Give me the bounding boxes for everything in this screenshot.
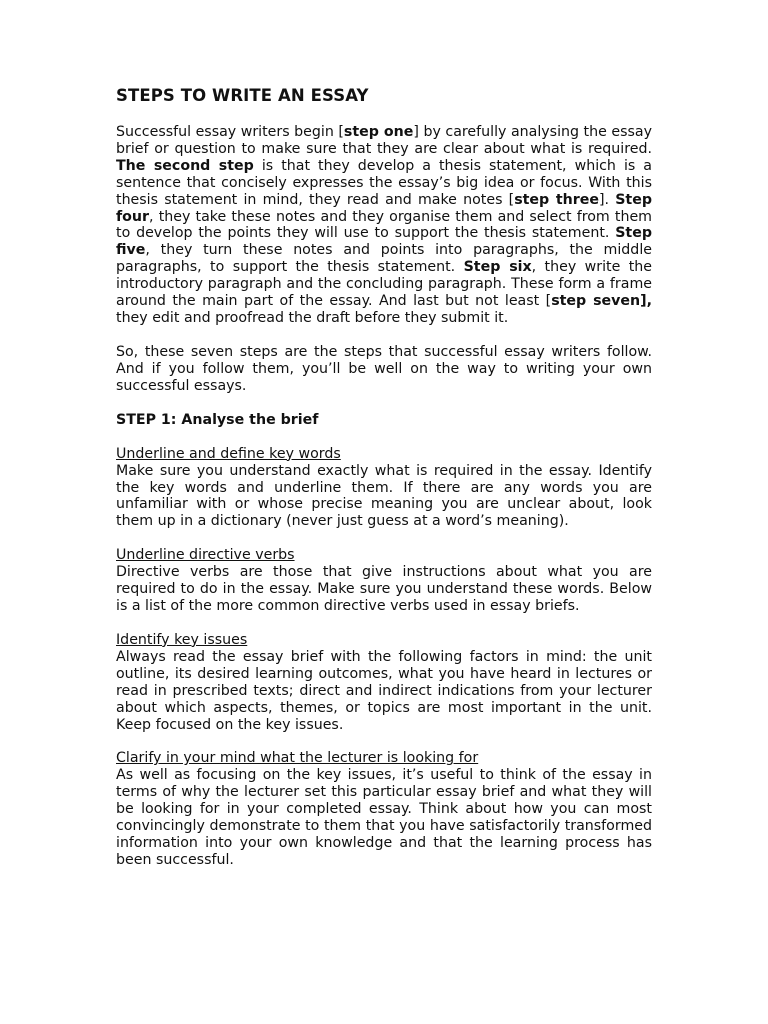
section-heading: Underline directive verbs: [116, 547, 295, 564]
intro-run: , they write the introductory paragraph and the concluding paragraph. These form a frame around the main part of the essay. And last but not least [: [116, 259, 652, 310]
intro-run: they edit and proofread the draft before they submit it.: [116, 309, 509, 326]
section-heading: Clarify in your mind what the lecturer is looking for: [116, 750, 479, 767]
intro-run: is that they develop a thesis statement, which is a sentence that concisely expresses the essay’s big idea or focus. With this thesis statement in mind, they read and make notes [: [116, 157, 653, 208]
section-lecturer-expectations: [116, 750, 652, 868]
section-body: Always read the essay brief with the following factors in mind: the unit outline, its desired learning outcomes, what you have heard in lectures or read in prescribed texts; direct and indirect indications from your lecturer about which aspects, themes, or topics are most important in the unit. Keep focused on the key issues.: [116, 648, 652, 733]
summary-paragraph: So, these seven steps are the steps that successful essay writers follow. And if you follow them, you’ll be well on the way to writing your own successful essays.: [116, 343, 652, 394]
step1-heading: STEP 1: Analyse the brief: [116, 411, 319, 428]
document-page: [116, 86, 652, 886]
section-heading: Identify key issues: [116, 631, 248, 648]
intro-run: Successful essay writers begin [: [116, 124, 344, 140]
intro-run-bold: step one: [343, 124, 414, 140]
document-title: STEPS TO WRITE AN ESSAY: [116, 86, 369, 105]
section-body: As well as focusing on the key issues, it’s useful to think of the essay in terms of why the lecturer set this particular essay brief and what they will be looking for in your completed essay. Think about how you can most convincingly demonstrate to them that you have satisfactorily transformed information into your own knowledge and that the learning process has been successful.: [116, 767, 652, 868]
intro-run: , they turn these notes and points into paragraphs, the middle paragraphs, to support the thesis statement.: [116, 242, 652, 276]
intro-paragraph: [116, 124, 652, 327]
section-body: Directive verbs are those that give instructions about what you are required to do in the essay. Make sure you understand these words. Below is a list of the more common directive verbs used in essay briefs.: [116, 564, 652, 615]
section-body: Make sure you understand exactly what is required in the essay. Identify the key words and underline them. If there are any words you are unfamiliar with or whose precise meaning you are unclear about, look them up in a dictionary (never just guess at a word’s meaning).: [116, 462, 652, 530]
section-key-words: [116, 446, 652, 531]
section-directive-verbs: [116, 547, 652, 615]
section-key-issues: [116, 632, 652, 734]
intro-run-bold: Step four: [116, 191, 652, 225]
intro-run-bold: step seven],: [551, 293, 652, 310]
section-heading: Underline and define key words: [116, 445, 341, 462]
intro-run: ].: [598, 191, 616, 208]
intro-run: ] by carefully analysing the essay brief or question to make sure that they are clear about what is required.: [116, 124, 652, 157]
intro-run-bold: Step six: [463, 259, 532, 276]
intro-run-bold: Step five: [116, 225, 652, 259]
intro-run: , they take these notes and they organise them and select from them to develop the points they will use to support the thesis statement.: [116, 208, 652, 242]
intro-run-bold: step three: [514, 191, 599, 208]
intro-run-bold: The second step: [116, 157, 254, 174]
